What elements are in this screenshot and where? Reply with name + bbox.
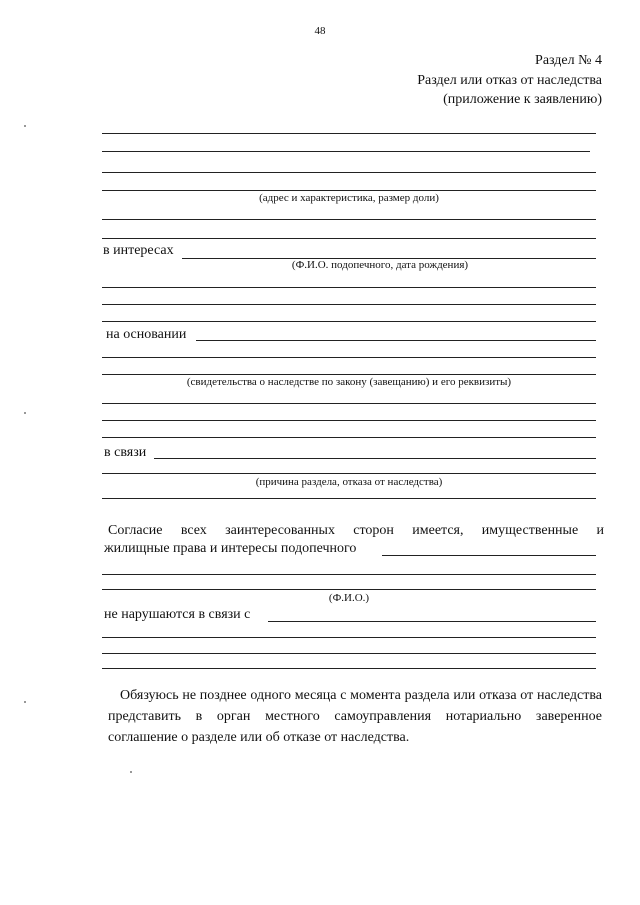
page-number: 48 — [314, 25, 326, 37]
document-title: Раздел или отказ от наследства — [417, 73, 602, 88]
not-violated-fill-line — [268, 621, 596, 622]
reason-caption: (причина раздела, отказа от наследства) — [255, 476, 443, 488]
blank-line — [102, 473, 596, 474]
scan-speck — [24, 412, 26, 414]
blank-line — [102, 304, 596, 305]
scan-speck — [130, 771, 132, 773]
fio-caption: (Ф.И.О.) — [328, 592, 370, 604]
basis-fill-line — [196, 340, 596, 341]
blank-line — [102, 172, 596, 173]
blank-line — [102, 357, 596, 358]
blank-line — [102, 321, 596, 322]
ward-caption: (Ф.И.О. подопечного, дата рождения) — [291, 259, 469, 271]
basis-label: на основании — [106, 327, 187, 342]
blank-line — [102, 637, 596, 638]
connection-fill-line — [154, 458, 596, 459]
blank-line — [102, 133, 596, 134]
blank-line — [102, 420, 596, 421]
blank-line — [102, 374, 596, 375]
interests-label: в интересах — [103, 243, 174, 258]
document-subtitle: (приложение к заявлению) — [443, 92, 602, 107]
blank-line — [102, 190, 596, 191]
blank-line — [102, 219, 596, 220]
blank-line — [102, 653, 596, 654]
blank-line — [102, 403, 596, 404]
scan-speck — [24, 701, 26, 703]
address-caption: (адрес и характеристика, размер доли) — [259, 192, 439, 204]
blank-line — [102, 287, 596, 288]
obligation-paragraph: Обязуюсь не позднее одного месяца с момента раздела или отказа от наследства представить в орган местного самоуправления нотариально заверенное соглашение о разделе или об отказе от наследства. — [108, 688, 602, 745]
blank-line — [102, 668, 596, 669]
not-violated-label: не нарушаются в связи с — [104, 607, 251, 622]
certificate-caption: (свидетельства о наследстве по закону (завещанию) и его реквизиты) — [186, 376, 512, 388]
connection-label: в связи — [104, 445, 147, 460]
scan-speck — [24, 125, 26, 127]
blank-line — [102, 589, 596, 590]
consent-text-line-2: жилищные права и интересы подопечного — [104, 541, 357, 556]
blank-line — [102, 437, 596, 438]
section-number: Раздел № 4 — [535, 53, 602, 68]
blank-line — [102, 574, 596, 575]
blank-line — [102, 151, 590, 152]
blank-line — [102, 498, 596, 499]
blank-line — [102, 238, 596, 239]
consent-text-line-1: Согласие всех заинтересованных сторон имеется, имущественные и — [108, 523, 604, 538]
ward-rights-fill-line — [382, 555, 596, 556]
